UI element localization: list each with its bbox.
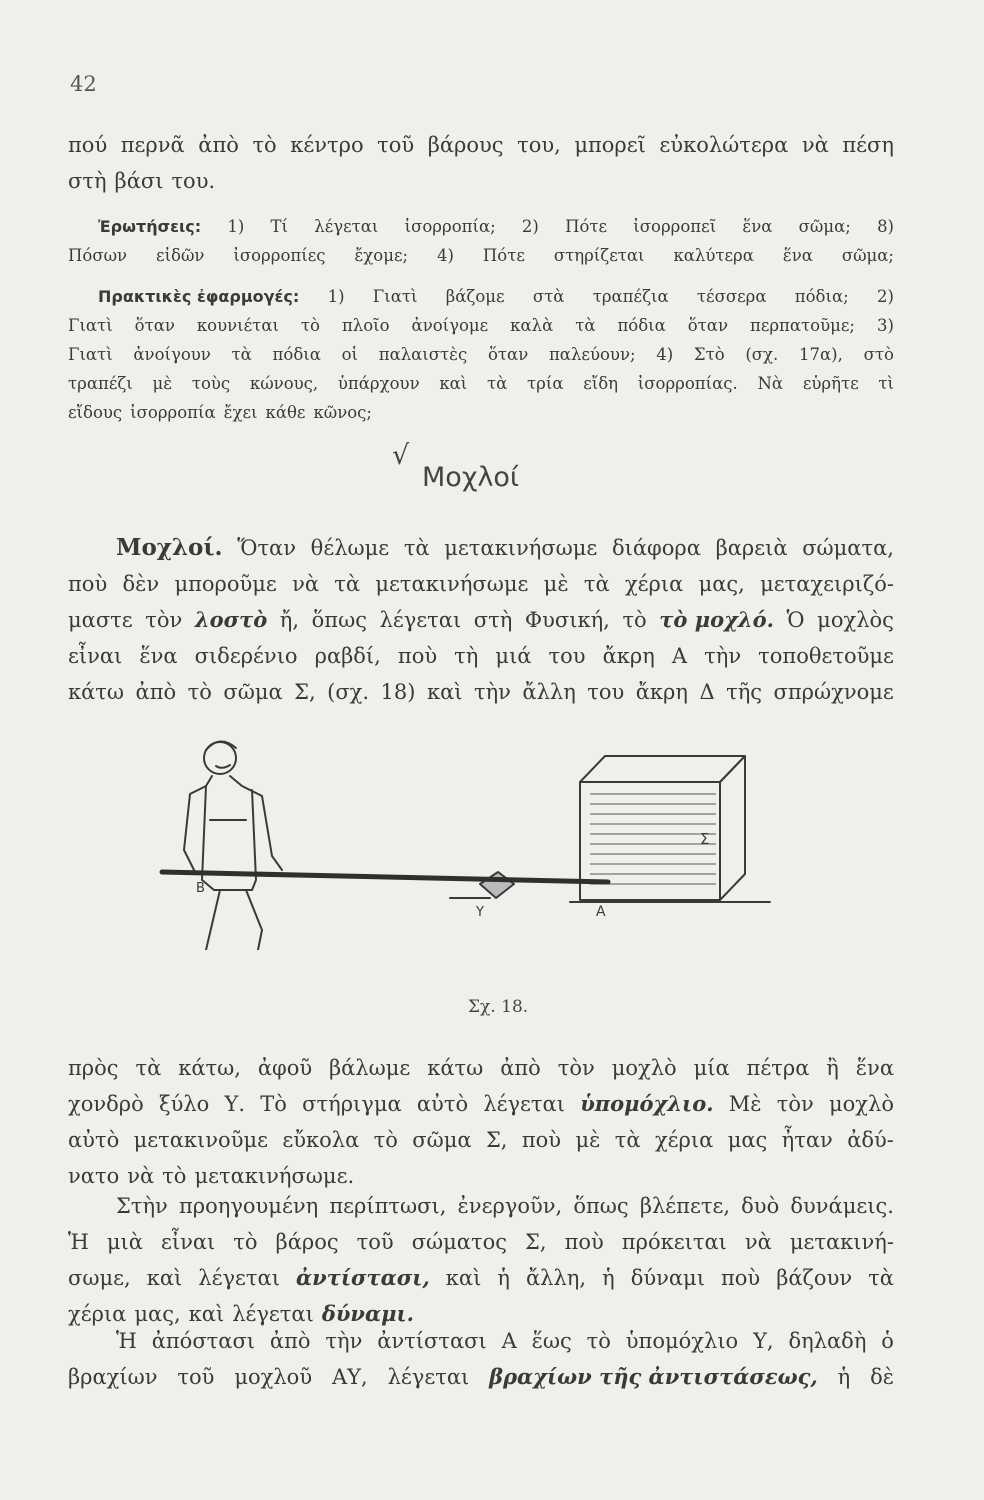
word: ραβδί,	[314, 644, 381, 668]
word: σῶμα;	[798, 217, 851, 236]
word: τοὺς	[191, 374, 231, 393]
term-ypomochlio: ὑπομόχλιο.	[580, 1091, 714, 1116]
lever-bar	[162, 872, 608, 882]
word: χέρια	[624, 572, 684, 596]
man-right-leg	[246, 890, 262, 950]
word: περνᾶ	[120, 133, 185, 157]
text-line	[68, 638, 894, 674]
word: νὰ	[127, 1164, 155, 1188]
word: ἀνοίγομε	[411, 316, 489, 335]
text-line	[68, 1260, 894, 1296]
word: ἀπὸ	[198, 133, 239, 157]
word: δὲ	[870, 1365, 894, 1389]
word: μοχλὸ	[829, 1092, 894, 1116]
word: προηγουμένη	[178, 1194, 319, 1218]
text-line	[68, 1359, 894, 1395]
word: σῶμα;	[841, 246, 894, 265]
word: μαστε	[68, 608, 133, 632]
man-right-arm	[230, 776, 282, 870]
lever-figure	[150, 720, 810, 950]
word: λέγεται	[483, 1092, 565, 1116]
text-line	[68, 163, 894, 199]
word: 1)	[327, 287, 345, 306]
word: μετακινή-	[789, 1230, 894, 1254]
word: ποὺ	[397, 644, 438, 668]
text-line	[68, 1050, 894, 1086]
word: μὲ	[575, 1128, 601, 1152]
word: χονδρὸ	[68, 1092, 144, 1116]
handwritten-annotation	[392, 440, 592, 502]
word: ἐνεργοῦν,	[457, 1194, 563, 1218]
word: στήριγμα	[302, 1092, 402, 1116]
word: στὴ	[68, 169, 107, 193]
word: λέγεται	[198, 1266, 280, 1290]
word: τοῦ	[177, 1365, 215, 1389]
word: ἕνα	[855, 1056, 894, 1080]
applications-label: Πρακτικὲς ἐφαρμογές:	[98, 287, 300, 306]
word: μιά	[495, 644, 532, 668]
man-mustache	[216, 765, 230, 768]
word: καλὰ	[510, 316, 554, 335]
word: εὐκολώτερα	[659, 133, 789, 157]
word: μετακινοῦμε	[133, 1128, 268, 1152]
word: εἶναι	[68, 644, 123, 668]
word: κάτω,	[178, 1056, 241, 1080]
word: ὁ	[881, 1329, 894, 1353]
word: εἰδῶν	[156, 246, 205, 265]
word: μας,	[134, 1302, 181, 1326]
word: ὑπάρχουν	[337, 374, 420, 393]
text-line	[68, 602, 894, 638]
word: πρόκειται	[621, 1230, 727, 1254]
section-heading: Μοχλοί.	[116, 534, 223, 561]
word: τὰ	[135, 1056, 162, 1080]
word: τὴ	[454, 644, 479, 668]
word: τὸ	[187, 680, 212, 704]
word: αὐτὸ	[416, 1092, 469, 1116]
word: Υ.	[224, 1092, 246, 1116]
word: του	[587, 680, 625, 704]
word: τέσσερα	[696, 287, 767, 306]
word: ἰσορροπίες	[233, 246, 326, 265]
questions-section	[68, 212, 894, 270]
word: καλύτερα	[673, 246, 754, 265]
text-line	[68, 311, 894, 340]
word: ποὺ	[521, 1128, 562, 1152]
word: διάφορα	[611, 536, 701, 560]
block-body-s	[580, 756, 745, 900]
word: ἄκρη	[602, 644, 655, 668]
word: μία	[693, 1056, 730, 1080]
word: 3)	[876, 316, 894, 335]
word: βάζουν	[776, 1266, 853, 1290]
word: σιδερένιο	[194, 644, 298, 668]
word: ὅπως	[573, 1194, 629, 1218]
word: στηρίζεται	[553, 246, 645, 265]
word: μποροῦμε	[174, 572, 277, 596]
word: ἀπὸ	[500, 1056, 541, 1080]
word: τὸν	[145, 608, 183, 632]
word: ΑΥ,	[331, 1365, 368, 1389]
word: τρία	[527, 374, 564, 393]
word: Μὲ	[728, 1092, 762, 1116]
word: στὴ	[473, 608, 513, 632]
word: 18)	[380, 680, 416, 704]
word: τραπέζια	[592, 287, 669, 306]
word: ποὺ	[720, 1266, 761, 1290]
word: Σ,	[485, 1128, 508, 1152]
man-drawing	[184, 741, 282, 950]
word: καὶ	[439, 374, 468, 393]
word: ἡ	[837, 1365, 851, 1389]
word: βραχίων	[68, 1365, 158, 1389]
man-left-leg	[206, 890, 220, 950]
word: πόδια	[272, 345, 321, 364]
word: κῶνος;	[313, 403, 372, 422]
word: μὲ	[543, 572, 569, 596]
text-line	[68, 674, 894, 710]
word: ἀφοῦ	[257, 1056, 313, 1080]
word: εὑρῆτε	[802, 374, 859, 393]
word: Στὸ	[693, 345, 725, 364]
word: τὶ	[878, 374, 894, 393]
word: ἀπόστασι	[151, 1329, 256, 1353]
word: τὸ	[233, 1230, 258, 1254]
word: Νὰ	[757, 374, 784, 393]
word: Υ,	[753, 1329, 774, 1353]
word: πλοῖο	[341, 316, 390, 335]
word: Στὴν	[116, 1194, 168, 1218]
word: σωμε,	[68, 1266, 131, 1290]
term-antistasi: ἀντίστασι,	[295, 1265, 430, 1290]
word: λέγεται	[387, 1365, 470, 1389]
word: βάρος	[275, 1230, 339, 1254]
word: ἀπὸ	[135, 680, 177, 704]
word: τὸ	[162, 1164, 187, 1188]
text-line	[68, 1224, 894, 1260]
word: ἕνα	[782, 246, 813, 265]
word: ἀντίστασι	[377, 1329, 487, 1353]
word: ἡ	[602, 1266, 615, 1290]
word: τὰ	[487, 374, 508, 393]
word: ὅταν	[687, 316, 728, 335]
word: 2)	[521, 217, 539, 236]
word: του	[548, 644, 586, 668]
word: σῶμα	[412, 1128, 472, 1152]
word: σώματος	[411, 1230, 507, 1254]
term-mochlo: τὸ μοχλό.	[659, 607, 774, 632]
word: θέλωμε	[310, 536, 390, 560]
word: ἤ,	[279, 608, 300, 632]
text-line	[68, 282, 894, 311]
word: νὰ	[744, 1230, 772, 1254]
term-lostos: λοστὸ	[194, 607, 268, 632]
word: Τί	[270, 217, 288, 236]
word: χέρια	[654, 1128, 714, 1152]
word: πού	[68, 133, 108, 157]
text-line	[68, 241, 894, 270]
word: καὶ	[146, 1266, 183, 1290]
word: παλεύουν;	[548, 345, 636, 364]
word: μεταχειριζό-	[760, 572, 894, 596]
paragraph-forces	[68, 1188, 894, 1332]
word: δὲν	[122, 572, 160, 596]
word: τὰ	[583, 572, 610, 596]
word: Φυσική,	[524, 608, 610, 632]
word: κάτω	[68, 680, 125, 704]
fulcrum-y	[480, 872, 514, 898]
word: Ἡ	[68, 1230, 89, 1254]
word: Πόσων	[68, 246, 128, 265]
text-line	[68, 212, 894, 241]
word: καὶ	[445, 1266, 482, 1290]
word: ἕνα	[139, 644, 178, 668]
word: τὴν	[704, 644, 742, 668]
word: σώματα,	[802, 536, 894, 560]
paragraph-continuation	[68, 127, 894, 199]
word: καὶ	[426, 680, 463, 704]
word: σπρώχνομε	[773, 680, 894, 704]
word: ἰσορροπεῖ	[633, 217, 717, 236]
word: αὐτὸ	[68, 1128, 120, 1152]
word: μετακινήσωμε	[444, 536, 598, 560]
word: (σχ.	[327, 680, 370, 704]
word: κώνους,	[249, 374, 319, 393]
word: πόδια	[617, 316, 666, 335]
word: ἰσορροπίας.	[637, 374, 738, 393]
word: ἕως	[531, 1329, 572, 1353]
word: ἡ	[497, 1266, 510, 1290]
word: στὰ	[532, 287, 565, 306]
word: ἀνοίγουν	[133, 345, 211, 364]
word: ἦταν	[781, 1128, 833, 1152]
word: Σ,	[525, 1230, 547, 1254]
text-line	[68, 398, 894, 427]
word: εὔκολα	[282, 1128, 360, 1152]
word: Γιατὶ	[68, 316, 113, 335]
label-end-b: Β	[196, 881, 205, 896]
word: μὲ	[152, 374, 173, 393]
word: Πότε	[565, 217, 608, 236]
word: τὸν	[557, 1056, 595, 1080]
word: Γιατὶ	[68, 345, 113, 364]
paragraph-arm	[68, 1323, 894, 1395]
word: Α	[501, 1329, 517, 1353]
word: ἰσορροπία	[130, 403, 216, 422]
questions-label: Ἐρωτήσεις:	[98, 217, 202, 236]
man-left-arm	[184, 776, 212, 870]
word: Δ	[699, 680, 715, 704]
word: δυὸ	[741, 1194, 780, 1218]
word: τὰ	[403, 536, 430, 560]
text-line	[68, 1086, 894, 1122]
word: τὰ	[231, 345, 252, 364]
word: βλέπετε,	[639, 1194, 731, 1218]
word: ἀδύ-	[847, 1128, 894, 1152]
label-fulcrum: Υ	[476, 905, 484, 920]
word: πέση	[842, 133, 894, 157]
check-mark: √	[392, 440, 410, 471]
word: οἱ	[341, 345, 358, 364]
word: Τὸ	[260, 1092, 287, 1116]
word: νὰ	[801, 133, 829, 157]
word: καὶ	[188, 1302, 225, 1326]
word: τὰ	[575, 316, 596, 335]
word: μοχλὸς	[817, 608, 894, 632]
word: κουνιέται	[196, 316, 279, 335]
page-number: 42	[70, 72, 97, 96]
word: τὸν	[776, 1092, 814, 1116]
word: μας,	[698, 572, 745, 596]
word: κάθε	[265, 403, 306, 422]
word: ὅταν	[134, 316, 175, 335]
word: τῆς	[726, 680, 763, 704]
word: τὰ	[868, 1266, 894, 1290]
word: (σχ.	[745, 345, 779, 364]
word: βάζομε	[445, 287, 505, 306]
word: Σ,	[294, 680, 316, 704]
text-line	[68, 1188, 894, 1224]
text-line	[68, 340, 894, 369]
word: τὰ	[334, 572, 361, 596]
handwritten-word: Μοχλοί	[422, 462, 520, 493]
text-line	[68, 1122, 894, 1158]
word: εἴδους	[68, 403, 123, 422]
text-line	[68, 369, 894, 398]
word: Γιατὶ	[372, 287, 418, 306]
word: 4)	[437, 246, 454, 265]
word: τραπέζι	[68, 374, 133, 393]
word: τοποθετοῦμε	[758, 644, 894, 668]
word: του.	[171, 169, 216, 193]
block-side	[720, 756, 745, 900]
word: πρὸς	[68, 1056, 119, 1080]
label-end-a: Α	[596, 904, 606, 920]
word: τὴν	[473, 680, 511, 704]
word: Α	[671, 644, 688, 668]
word: Πότε	[482, 246, 525, 265]
word: ὅταν	[487, 345, 529, 364]
text-line	[68, 530, 894, 566]
word: τοῦ	[377, 133, 415, 157]
word: πέτρα	[746, 1056, 810, 1080]
word: λέγεται	[232, 1302, 314, 1326]
word: λέγεται	[314, 217, 379, 236]
text-line	[68, 566, 894, 602]
paragraph-fulcrum	[68, 1050, 894, 1194]
text-line	[68, 1323, 894, 1359]
word: μετακινήσωμε.	[194, 1164, 355, 1188]
word: σῶμα	[223, 680, 283, 704]
word: ἢ	[826, 1056, 839, 1080]
word: 4)	[656, 345, 674, 364]
word: δύναμι	[630, 1266, 705, 1290]
word: ἀπὸ	[269, 1329, 311, 1353]
word: εἶναι	[160, 1230, 216, 1254]
term-brachion: βραχίων τῆς ἀντιστάσεως,	[489, 1364, 818, 1389]
applications-section	[68, 282, 894, 427]
word: κέντρο	[290, 133, 364, 157]
word: 1)	[227, 217, 245, 236]
word: δηλαδὴ	[788, 1329, 867, 1353]
word: μοχλὸ	[611, 1056, 677, 1080]
word: του,	[517, 133, 561, 157]
word: 17α),	[799, 345, 843, 364]
word: κάτω	[427, 1056, 484, 1080]
word: πόδια;	[794, 287, 849, 306]
term-dynami: δύναμι.	[321, 1301, 414, 1326]
word: παλαιστὲς	[378, 345, 468, 364]
word: τὴν	[325, 1329, 363, 1353]
word: μιὰ	[106, 1230, 143, 1254]
word: λέγεται	[379, 608, 462, 632]
word: νὰ	[292, 572, 320, 596]
word: τὸ	[373, 1128, 398, 1152]
word: 8)	[877, 217, 894, 236]
word: τὰ	[614, 1128, 641, 1152]
word: μπορεῖ	[574, 133, 646, 157]
word: τὸ	[586, 1329, 611, 1353]
word: τὸ	[622, 608, 647, 632]
word: ποὺ	[564, 1230, 604, 1254]
word: βάρους	[427, 133, 504, 157]
figure-caption: Σχ. 18.	[468, 997, 529, 1017]
word: ἔχει	[223, 403, 258, 422]
label-body: Σ	[700, 830, 710, 848]
word: εἴδη	[583, 374, 619, 393]
word: ἔχομε;	[354, 246, 409, 265]
word: ἰσορροπία;	[404, 217, 496, 236]
word: τοῦ	[356, 1230, 394, 1254]
word: Ὁ	[786, 608, 805, 632]
word: 2)	[876, 287, 894, 306]
word: ἕνα	[742, 217, 773, 236]
word: μετακινήσωμε	[375, 572, 529, 596]
word: ὑπομόχλιο	[625, 1329, 739, 1353]
word: τὸ	[252, 133, 277, 157]
word: δυνάμεις.	[790, 1194, 894, 1218]
block-top	[580, 756, 745, 782]
word: τὸ	[300, 316, 320, 335]
word: ποὺ	[68, 572, 108, 596]
word: βάλωμε	[329, 1056, 411, 1080]
word: ἄλλη,	[525, 1266, 587, 1290]
text-line	[68, 127, 894, 163]
word: χέρια	[68, 1302, 127, 1326]
word: βαρειὰ	[715, 536, 788, 560]
levers-paragraph	[68, 530, 894, 710]
word: νατο	[68, 1164, 120, 1188]
word: ἄκρη	[635, 680, 688, 704]
word: ξύλο	[159, 1092, 210, 1116]
word: μοχλοῦ	[234, 1365, 313, 1389]
word: περίπτωσι,	[329, 1194, 447, 1218]
word: ὅπως	[311, 608, 367, 632]
word: Ὅταν	[237, 536, 297, 560]
word: βάσι	[114, 169, 164, 193]
word: ἄλλη	[522, 680, 576, 704]
word: στὸ	[863, 345, 894, 364]
word: περπατοῦμε;	[749, 316, 855, 335]
word: μας	[727, 1128, 768, 1152]
word: Ἡ	[116, 1329, 137, 1353]
